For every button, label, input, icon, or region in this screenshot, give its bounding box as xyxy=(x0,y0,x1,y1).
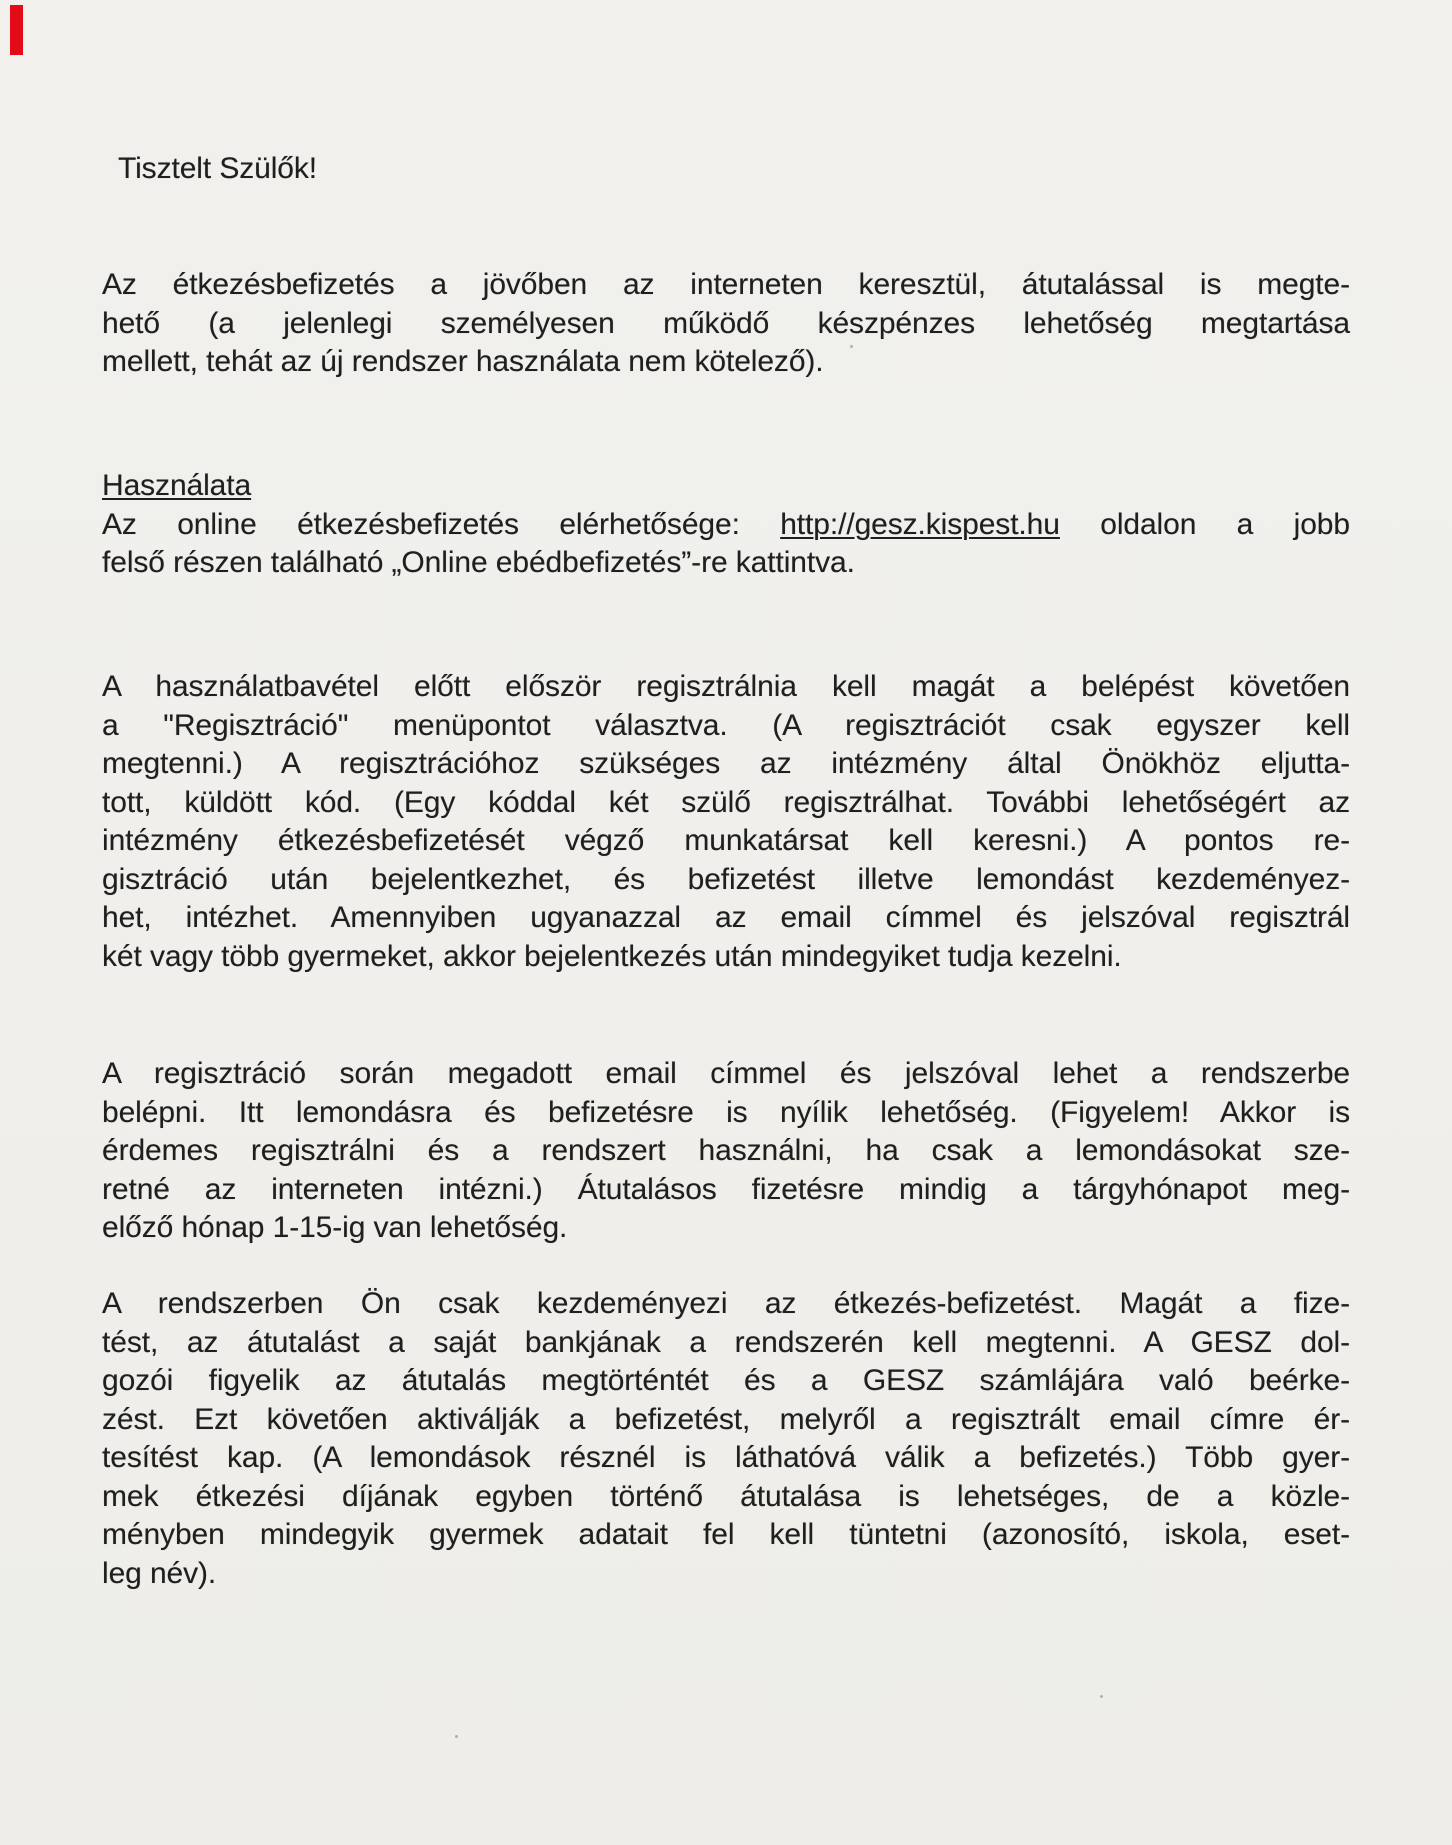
text-line: érdemes regisztrálni és a rendszert használni, ha csak a lemondásokat sze- xyxy=(102,1134,1350,1167)
text-line: tott, küldött kód. (Egy kóddal két szülő regisztrálhat. További lehetőségért az xyxy=(102,785,1350,819)
text-line: hető (a jelenlegi személyesen működő készpénzes lehetőség megtartása xyxy=(102,306,1350,340)
payment-paragraph xyxy=(102,1285,1350,1593)
text-line: A rendszerben Ön csak kezdeményezi az étkezés-befizetést. Magát a fize- xyxy=(102,1287,1350,1320)
usage-heading xyxy=(102,467,1350,506)
text-line: megtenni.) A regisztrációhoz szükséges az intézmény által Önökhöz eljutta- xyxy=(102,747,1350,780)
text-line: zést. Ezt követően aktiválják a befizetést, melyről a regisztrált email címre ér- xyxy=(102,1402,1350,1436)
usage-link-suffix: oldalon a jobb xyxy=(1059,507,1350,541)
text-line: felső részen található „Online ebédbefizetés”-re kattintva. xyxy=(102,546,855,579)
text-line: két vagy több gyermeket, akkor bejelentkezés után mindegyiket tudja kezelni. xyxy=(102,939,1122,973)
text-line: ményben mindegyik gyermek adatait fel kell tüntetni (azonosító, iskola, eset- xyxy=(102,1518,1350,1551)
text-line: a "Regisztráció" menüpontot választva. (A regisztrációt csak egyszer kell xyxy=(102,708,1350,742)
usage-heading-text: Használata xyxy=(102,469,252,502)
red-scan-artifact xyxy=(10,5,23,55)
text-line: intézmény étkezésbefizetését végző munkatársat kell keresni.) A pontos re- xyxy=(102,824,1350,857)
text-line: gisztráció után bejelentkezhet, és befizetést illetve lemondást kezdeményez- xyxy=(102,862,1350,896)
text-line: gozói figyelik az átutalás megtörténtét és a GESZ számlájára való beérke- xyxy=(102,1364,1350,1397)
scan-speck xyxy=(1100,1695,1103,1698)
text-line: előző hónap 1-15-ig van lehetőség. xyxy=(102,1211,568,1244)
text-line: A használatbavétel előtt először regisztrálnia kell magát a belépést követően xyxy=(102,670,1350,703)
text-line: leg név). xyxy=(102,1556,217,1590)
scan-speck xyxy=(455,1735,458,1738)
text-line: tést, az átutalást a saját bankjának a rendszerén kell megtenni. A GESZ dol- xyxy=(102,1325,1350,1359)
text-line: tesítést kap. (A lemondások résznél is láthatóvá válik a befizetés.) Több gyer- xyxy=(102,1441,1350,1474)
scan-speck xyxy=(850,345,853,348)
text-line: belépni. Itt lemondásra és befizetésre is nyílik lehetőség. (Figyelem! Akkor is xyxy=(102,1095,1350,1129)
text-line: mellett, tehát az új rendszer használata nem kötelező). xyxy=(102,345,824,378)
text-line: Az étkezésbefizetés a jövőben az interneten keresztül, átutalással is megte- xyxy=(102,268,1350,301)
text-line: mek étkezési díjának egyben történő átutalása is lehetséges, de a közle- xyxy=(102,1479,1350,1513)
gesz-url: http://gesz.kispest.hu xyxy=(780,507,1060,541)
registration-paragraph xyxy=(102,668,1350,976)
login-paragraph xyxy=(102,1055,1350,1248)
usage-link-prefix: Az online étkezésbefizetés elérhetősége: xyxy=(102,507,781,541)
text-line: retné az interneten intézni.) Átutalásos fizetésre mindig a tárgyhónapot meg- xyxy=(102,1172,1350,1206)
intro-paragraph xyxy=(102,266,1350,382)
usage-section xyxy=(102,467,1350,583)
salutation: Tisztelt Szülők! xyxy=(118,152,318,185)
usage-link-line xyxy=(102,506,1350,545)
text-line: het, intézhet. Amennyiben ugyanazzal az email címmel és jelszóval regisztrál xyxy=(102,901,1350,934)
text-line: A regisztráció során megadott email címmel és jelszóval lehet a rendszerbe xyxy=(102,1057,1350,1090)
